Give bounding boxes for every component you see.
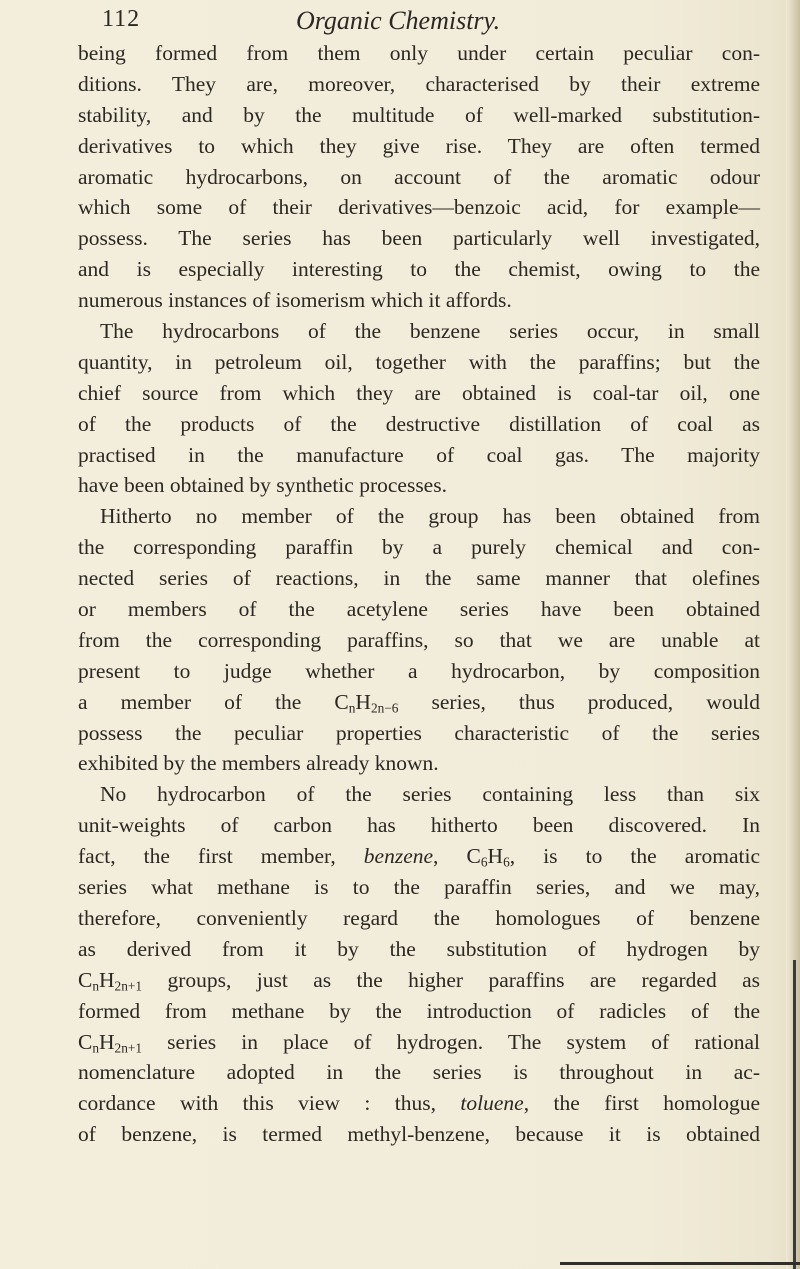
text-line: present to judge whether a hydrocarbon, by composition (78, 658, 760, 683)
text-line: which some of their derivatives—benzoic acid, for example— (78, 195, 760, 220)
text-line: the corresponding paraffin by a purely chemical and con- (78, 535, 760, 560)
text-line: as derived from it by the substitution of hydrogen by (78, 936, 760, 961)
text-line: fact, the first member, benzene, $C_6H_6$, is to the aromatic (78, 844, 760, 870)
text-line: aromatic hydrocarbons, on account of the aromatic odour (78, 164, 760, 189)
running-title: Organic Chemistry. (296, 6, 501, 35)
text-line: series what methane is to the paraffin series, and we may, (78, 875, 760, 900)
text-line: cordance with this view : thus, toluene, the first homologue (78, 1091, 760, 1116)
text-line: numerous instances of isomerism which it affords. (78, 288, 512, 313)
text-line: unit-weights of carbon has hitherto been discovered. In (78, 813, 760, 838)
page-header (0, 6, 800, 42)
text-line: have been obtained by synthetic processes. (78, 473, 447, 498)
text-line: and is especially interesting to the chemist, owing to the (78, 257, 760, 282)
text-line: therefore, conveniently regard the homologues of benzene (78, 905, 760, 930)
text-line: or members of the acetylene series have been obtained (78, 597, 760, 622)
text-line: possess. The series has been particularly well investigated, (78, 226, 760, 251)
text-line: being formed from them only under certain peculiar con- (78, 41, 760, 65)
text-line: from the corresponding paraffins, so that we are unable at (78, 627, 760, 652)
text-line: No hydrocarbon of the series containing less than six (100, 782, 760, 807)
text-line: $C_nH_{2n+1}$ series in place of hydrogen. The system of rational (78, 1029, 760, 1056)
body-text (78, 38, 760, 1150)
text-line: quantity, in petroleum oil, together with the paraffins; but the (78, 349, 760, 374)
text-line: Hitherto no member of the group has been obtained from (100, 504, 760, 529)
page-edge-line (793, 960, 796, 1269)
text-line: nomenclature adopted in the series is throughout in ac- (78, 1060, 760, 1085)
bottom-edge-rule (560, 1262, 800, 1265)
text-line: a member of the $C_nH_{2n-6}$ series, thus produced, would (78, 689, 760, 716)
text-line: formed from methane by the introduction of radicles of the (78, 998, 760, 1023)
page-number: 112 (102, 6, 141, 32)
text-line: ditions. They are, moreover, characterised by their extreme (78, 71, 760, 96)
text-line: stability, and by the multitude of well-marked substitution- (78, 102, 760, 127)
text-line: practised in the manufacture of coal gas. The majority (78, 442, 760, 467)
text-line: The hydrocarbons of the benzene series occur, in small (100, 319, 760, 344)
text-line: of the products of the destructive distillation of coal as (78, 411, 760, 436)
text-line: exhibited by the members already known. (78, 751, 439, 776)
text-line: derivatives to which they give rise. They are often termed (78, 133, 760, 158)
text-line: chief source from which they are obtained is coal-tar oil, one (78, 380, 760, 405)
text-line: possess the peculiar properties characteristic of the series (78, 720, 760, 745)
text-line: $C_nH_{2n+1}$ groups, just as the higher paraffins are regarded as (78, 967, 760, 994)
text-line: of benzene, is termed methyl-benzene, because it is obtained (78, 1122, 760, 1147)
text-line: nected series of reactions, in the same manner that olefines (78, 566, 760, 591)
